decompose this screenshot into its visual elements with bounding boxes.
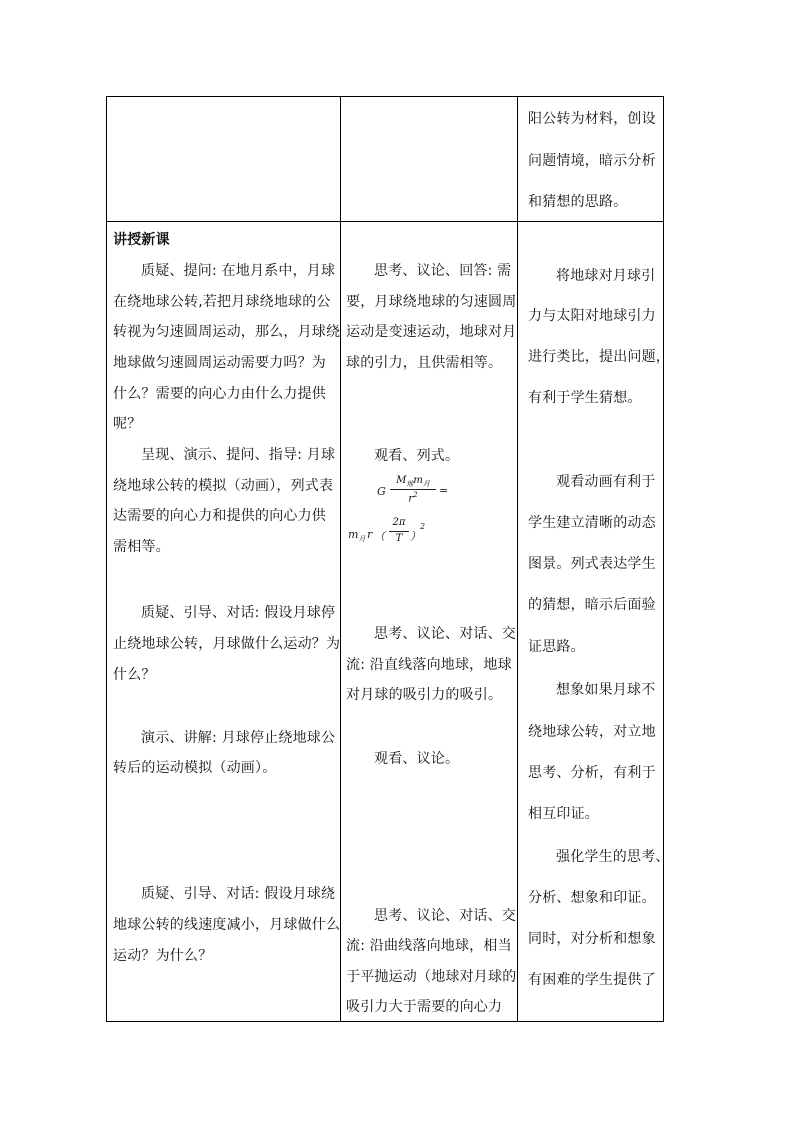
formula-2pi: 2π (392, 517, 406, 528)
col1-line: 绕地球公转的模拟（动画），列式表 (113, 478, 334, 494)
col3-line: 有困难的学生提供了 (528, 972, 656, 988)
col3-line: 分析、想象和印证。 (528, 890, 656, 906)
formula-fraction-bar-2 (389, 531, 409, 532)
col3-line: 想象如果月球不 (556, 682, 656, 698)
col1-line: 什么？需要的向心力由什么力提供 (113, 386, 326, 402)
top-col3-line: 问题情境，暗示分析 (528, 153, 656, 169)
col3-line: 进行类比，提出问题， (528, 349, 670, 365)
col1-line: 地球公转的线速度减小，月球做什么 (113, 917, 341, 933)
col3-line: 思考、分析，有利于 (528, 765, 656, 781)
formula-fraction-bar (390, 489, 436, 490)
col2-line: 吸引力大于需要的向心力 (346, 999, 503, 1015)
col1-line: 呢？ (113, 416, 142, 432)
col2-line: 观看、议论。 (374, 751, 460, 767)
col3-line: 观看动画有利于 (556, 474, 656, 490)
col3-line: 有利于学生猜想。 (528, 390, 642, 406)
row-divider (107, 221, 663, 222)
col3-line: 将地球对月球引 (556, 268, 656, 284)
col1-line: 质疑、引导、对话: 假设月球绕 (141, 886, 336, 902)
col1-line: 什么？ (113, 667, 156, 683)
top-col3-line: 和猜想的思路。 (528, 194, 628, 210)
col2-line: 要，月球绕地球的匀速圆周 (346, 294, 517, 310)
formula-m2-letter: m (348, 528, 359, 541)
formula-r: r (408, 493, 414, 505)
col2-line: 于平抛运动（地球对月球的 (346, 969, 517, 985)
col1-line: 在绕地球公转,若把月球绕地球的公 (113, 294, 331, 310)
formula-M: M (396, 475, 407, 486)
column-divider-1 (340, 97, 341, 1021)
formula-denominator (389, 491, 437, 504)
col2-line: 运动是变速运动，地球对月 (346, 324, 517, 340)
formula-m: m (413, 475, 423, 486)
col2-line: 观看、列式。 (374, 448, 460, 464)
col1-line: 质疑、提问: 在地月系中，月球 (141, 263, 336, 279)
formula-right-paren: ） (410, 530, 421, 543)
top-col3-line: 阳公转为材料，创设 (528, 111, 656, 127)
formula-r2: r (367, 528, 373, 541)
col3-line: 强化学生的思考、 (556, 849, 670, 865)
section-heading: 讲授新课 (113, 232, 170, 248)
formula-G: G (377, 485, 386, 498)
col3-line: 绕地球公转，对立地 (528, 724, 656, 740)
formula-numerator (389, 475, 437, 489)
formula-equals: = (439, 484, 449, 497)
col3-line: 的猜想，暗示后面验 (528, 597, 656, 613)
column-divider-2 (517, 97, 518, 1021)
col1-line: 止绕地球公转，月球做什么运动？为 (113, 636, 341, 652)
col2-line: 流: 沿曲线落向地球，相当 (346, 938, 512, 954)
formula-m2-sub: 月 (358, 535, 366, 544)
col2-line: 思考、议论、对话、交 (374, 626, 516, 642)
col2-line: 流: 沿直线落向地球，地球 (346, 657, 512, 673)
col1-line: 需相等。 (113, 539, 170, 555)
formula-left-paren: （ (374, 530, 385, 543)
col2-line: 球的引力，且供需相等。 (346, 355, 503, 371)
formula-r-sup: 2 (413, 491, 418, 499)
formula-M-sub: 地 (406, 480, 414, 488)
col3-line: 力与太阳对地球引力 (528, 308, 656, 324)
col2-line: 对月球的吸引力的吸引。 (346, 687, 503, 703)
col2-line: 思考、议论、对话、交 (374, 908, 516, 924)
col1-line: 呈现、演示、提问、指导: 月球 (141, 447, 336, 463)
formula-m-sub: 月 (422, 480, 430, 488)
formula-m2 (348, 528, 365, 544)
formula-square: 2 (420, 522, 426, 531)
col3-line: 学生建立清晰的动态 (528, 515, 656, 531)
col3-line: 相互印证。 (528, 806, 599, 822)
col2-line: 思考、议论、回答: 需 (374, 263, 512, 279)
col3-line: 证思路。 (528, 639, 585, 655)
col1-line: 演示、讲解: 月球停止绕地球公 (141, 730, 336, 746)
formula-T: T (395, 533, 403, 544)
col1-line: 质疑、引导、对话: 假设月球停 (141, 605, 336, 621)
col1-line: 达需要的向心力和提供的向心力供 (113, 508, 326, 524)
col3-line: 图景。列式表达学生 (528, 556, 656, 572)
col1-line: 运动？为什么？ (113, 948, 213, 964)
col1-line: 转后的运动模拟（动画）。 (113, 760, 277, 776)
col1-line: 转视为匀速圆周运动，那么，月球绕 (113, 324, 341, 340)
col3-line: 同时，对分析和想象 (528, 931, 656, 947)
col1-line: 地球做匀速圆周运动需要力吗？为 (113, 355, 326, 371)
